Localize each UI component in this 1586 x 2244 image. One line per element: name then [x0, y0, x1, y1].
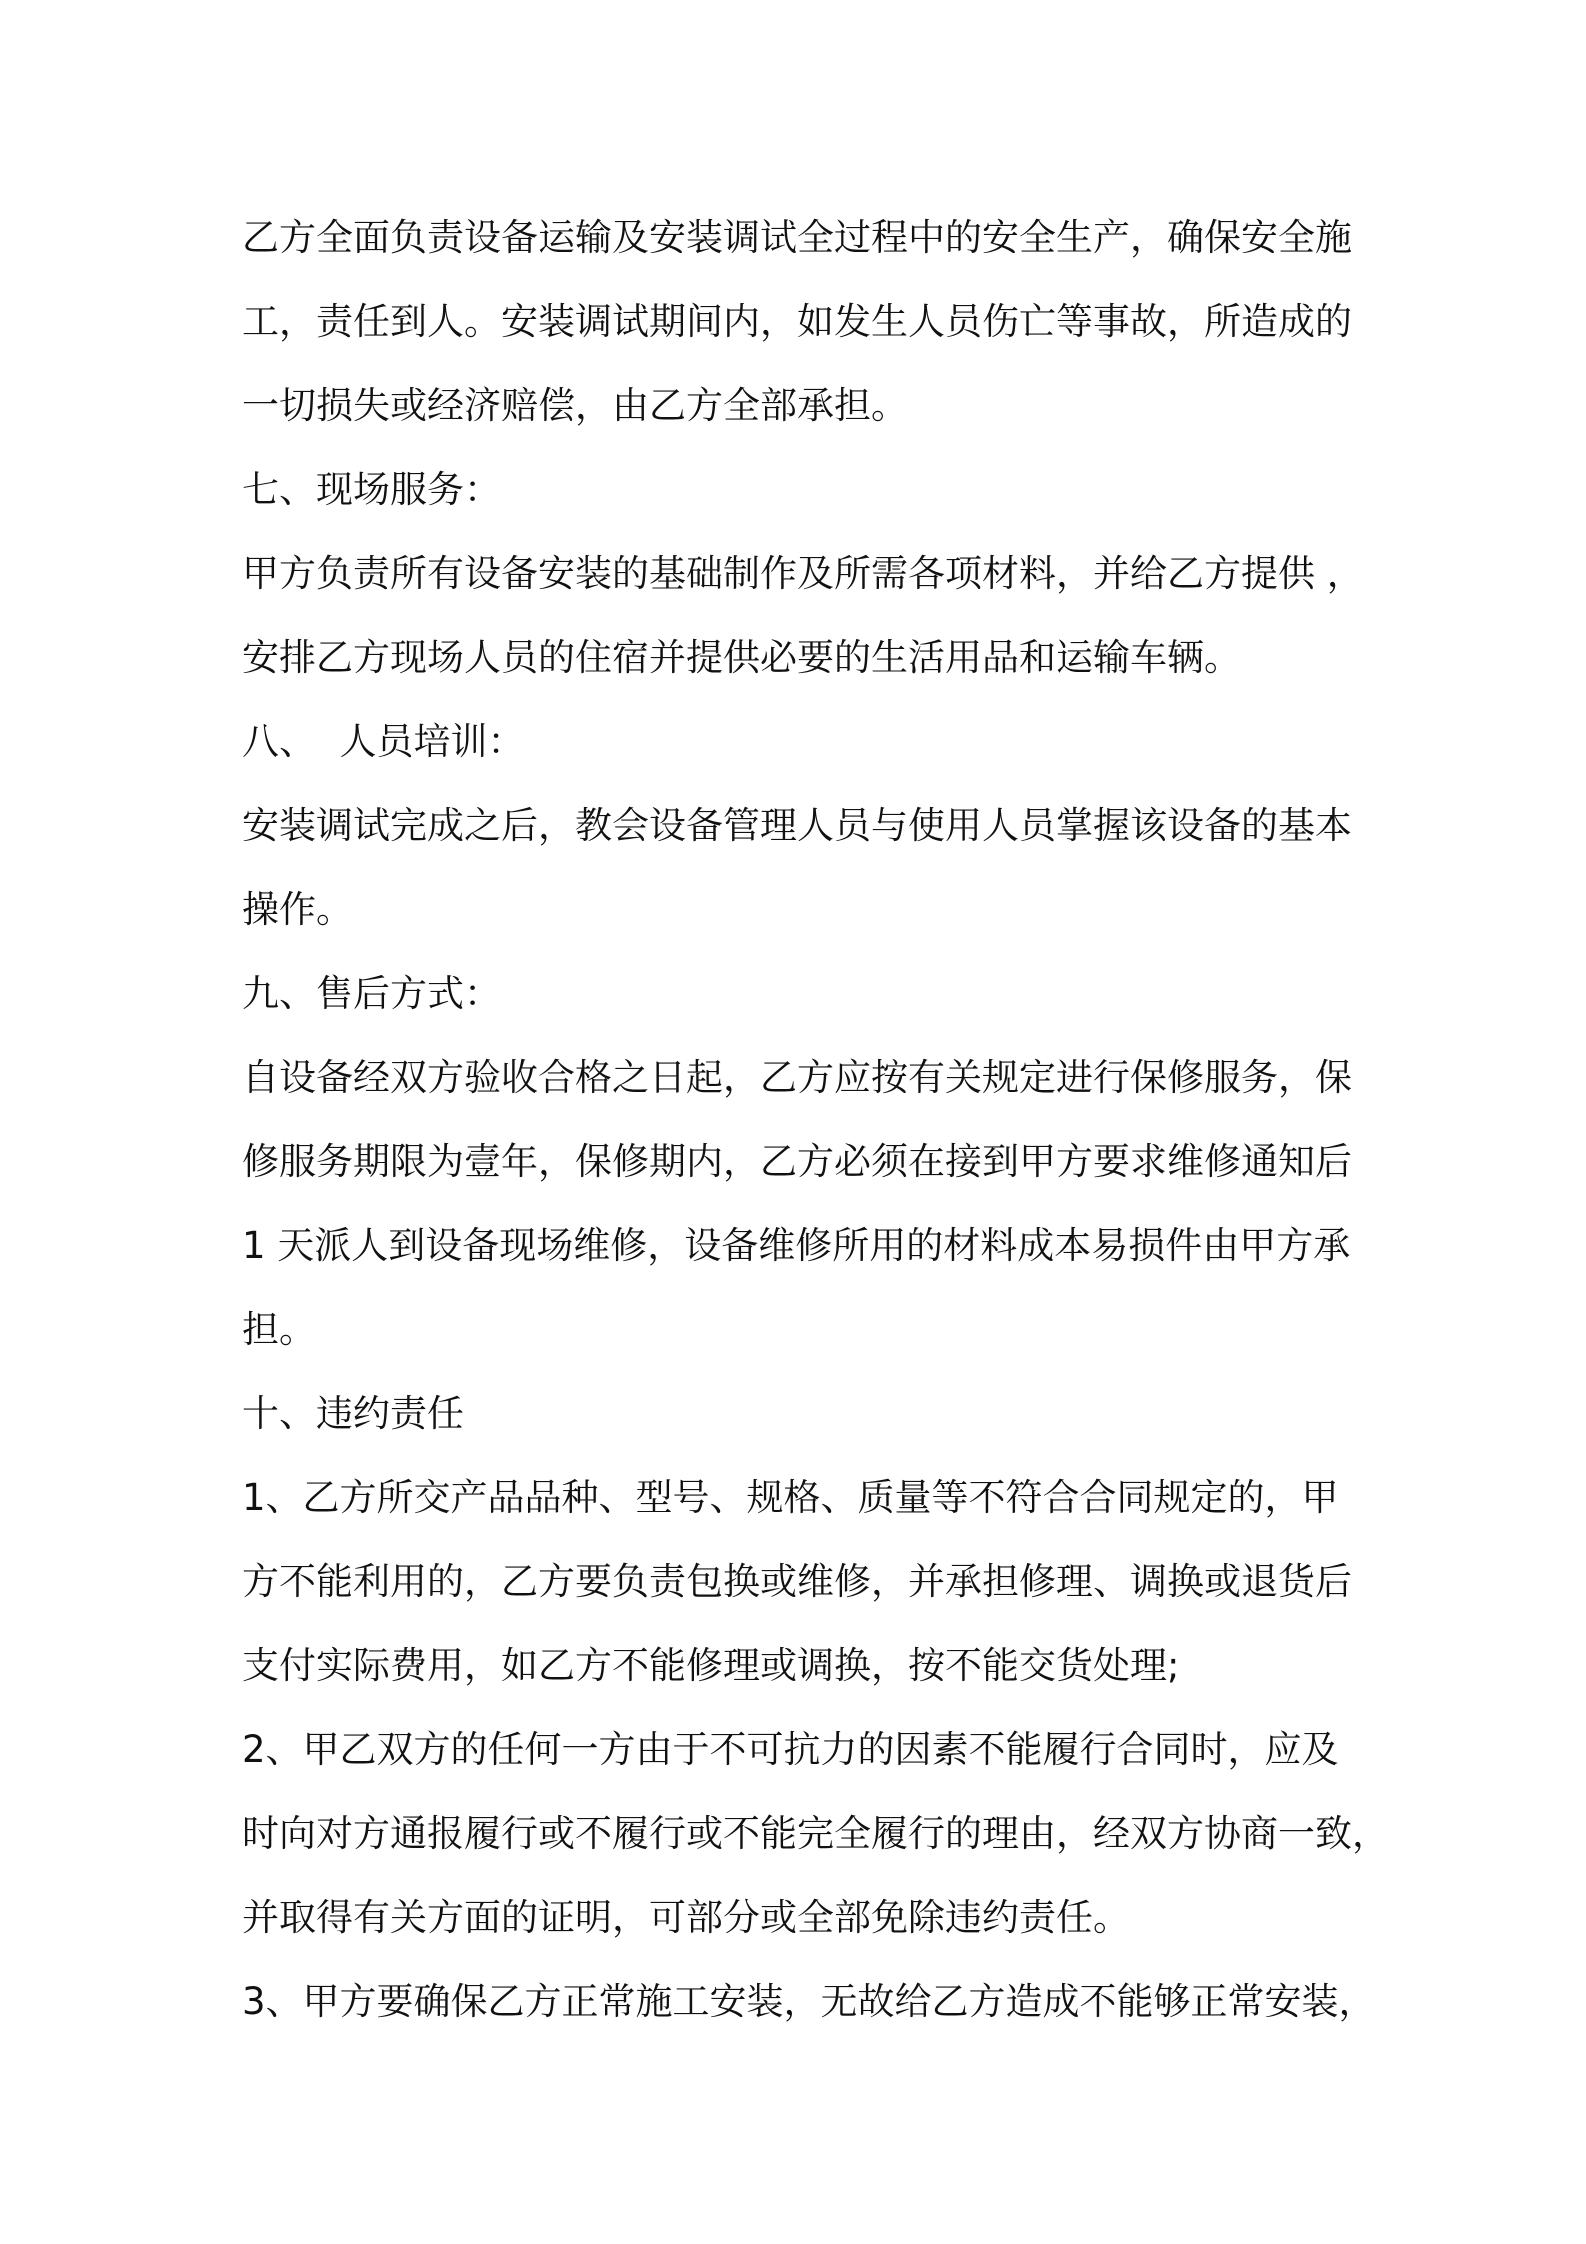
paragraph-line: 安排乙方现场人员的住宿并提供必要的生活用品和运输车辆。	[242, 636, 1241, 679]
paragraph-line: 安装调试完成之后，教会设备管理人员与使用人员掌握该设备的基本	[242, 804, 1352, 847]
paragraph-line: 操作。	[242, 888, 353, 931]
paragraph-line: 一切损失或经济赔偿，由乙方全部承担。	[242, 384, 908, 427]
paragraph-line: 甲方负责所有设备安装的基础制作及所需各项材料，并给乙方提供 ，	[242, 552, 1364, 595]
paragraph-line: 方不能利用的，乙方要负责包换或维修，并承担修理、调换或退货后	[242, 1560, 1352, 1603]
section-heading: 十、违约责任	[242, 1392, 464, 1435]
paragraph-line: 并取得有关方面的证明，可部分或全部免除违约责任。	[242, 1896, 1130, 1939]
paragraph-line: 支付实际费用，如乙方不能修理或调换，按不能交货处理;	[242, 1644, 1180, 1687]
paragraph-line: 3、甲方要确保乙方正常施工安装，无故给乙方造成不能够正常安装，	[242, 1980, 1376, 2023]
section-heading: 九、售后方式：	[242, 972, 501, 1015]
section-heading: 八、 人员培训：	[242, 720, 525, 763]
paragraph-line: 1 天派人到设备现场维修，设备维修所用的材料成本易损件由甲方承	[242, 1224, 1351, 1267]
paragraph-line: 修服务期限为壹年，保修期内，乙方必须在接到甲方要求维修通知后	[242, 1140, 1352, 1183]
paragraph-line: 1、乙方所交产品品种、型号、规格、质量等不符合合同规定的，甲	[242, 1476, 1339, 1519]
section-heading: 七、现场服务：	[242, 468, 501, 511]
paragraph-line: 时向对方通报履行或不履行或不能完全履行的理由，经双方协商一致，	[242, 1812, 1389, 1855]
document-body	[242, 196, 1389, 2044]
paragraph-line: 乙方全面负责设备运输及安装调试全过程中的安全生产，确保安全施	[242, 216, 1352, 259]
paragraph-line: 工，责任到人。安装调试期间内，如发生人员伤亡等事故，所造成的	[242, 300, 1352, 343]
paragraph-line: 2、甲乙双方的任何一方由于不可抗力的因素不能履行合同时，应及	[242, 1728, 1339, 1771]
paragraph-line: 担。	[242, 1308, 316, 1351]
paragraph-line: 自设备经双方验收合格之日起，乙方应按有关规定进行保修服务，保	[242, 1056, 1352, 1099]
